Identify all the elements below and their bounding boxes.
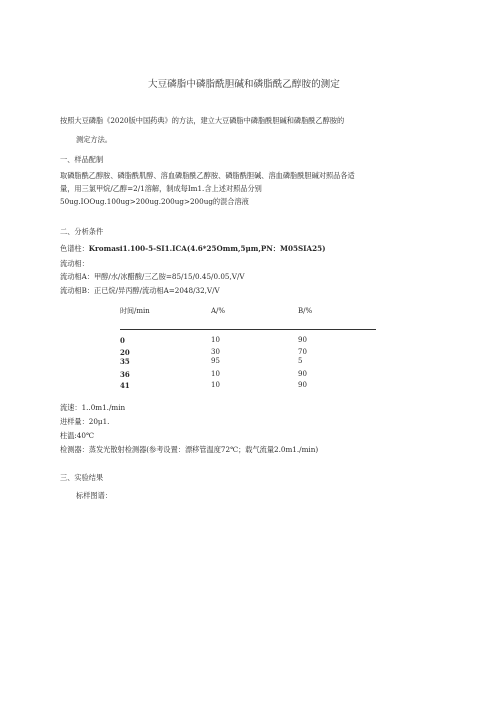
section-1-line-3: 50ug.IOOug.100ug>200ug.200ug>200ug的混合溶液 (60, 197, 249, 206)
table-row-2-b: 70 (298, 348, 307, 356)
intro-line-1: 按照大豆磷脂《2020版中国药典》的方法，建立大豆磷脂中磷脂酰胆碱和磷脂酰乙醇胺的 (60, 116, 345, 125)
table-row-1-a: 10 (211, 336, 220, 344)
table-row-4-a: 10 (211, 370, 220, 378)
table-row-3-a: 95 (211, 357, 220, 365)
section-1-line-2: 量，用三氯甲烷/乙醇=2/1溶解，制成每Im1.含上述对照品分别 (60, 184, 262, 193)
table-header-a: A/% (211, 307, 226, 315)
mobile-phase-a: 流动相A：甲醇/水/冰醋酸/三乙胺=85/15/0.45/0.05,V/V (60, 272, 245, 281)
standard-chromatogram-label: 标样图谱： (76, 491, 112, 500)
injection-volume: 进样量：20μ1. (60, 417, 110, 426)
section-1-line-1: 取磷脂酰乙醇胺、磷脂酰肌醇、溶血磷脂酰乙醇胺、磷脂酰胆碱、溶血磷脂酰胆碱对照品各适 (60, 171, 355, 180)
column-line (60, 244, 325, 253)
intro-line-2: 测定方法。 (76, 135, 112, 144)
table-row-3-time: 35 (120, 357, 130, 366)
column-prefix: 色谱柱： (60, 244, 89, 253)
column-temperature: 柱温:40℃ (60, 431, 94, 440)
document-title: 大豆磷脂中磷脂酰胆碱和磷脂酰乙醇胺的测定 (148, 79, 340, 90)
table-row-2-time: 20 (120, 348, 130, 357)
table-row-2-a: 30 (211, 348, 220, 356)
table-row-5-time: 41 (120, 381, 130, 390)
table-header-b: B/% (298, 307, 313, 315)
table-header-time: 时间/min (120, 307, 150, 315)
table-row-5-b: 90 (298, 381, 307, 389)
mobile-phase-b: 流动相B：正已烷/异丙醇/流动相A=2048/32,V/V (60, 286, 220, 295)
section-2-heading: 二、分析条件 (60, 227, 104, 236)
table-row-4-b: 90 (298, 370, 307, 378)
section-3-heading: 三、实验结果 (60, 473, 104, 482)
section-1-heading: 一、样品配制 (60, 155, 104, 164)
column-value: Kromasi1.100-5-SI1.ICA(4.6*25Omm,5μm,PN：M05SIA25) (88, 244, 326, 253)
table-row-3-b: 5 (298, 357, 303, 365)
table-row-1-time: 0 (120, 336, 125, 345)
table-row-4-time: 36 (120, 370, 130, 379)
table-rule (120, 329, 376, 330)
flow-rate: 流速：1..0m1./min (60, 403, 126, 412)
detector: 检测器：蒸发光散射检测器(参考设置：漂移管温度72℃；载气流量2.0m1./min) (60, 445, 319, 454)
table-row-5-a: 10 (211, 381, 220, 389)
table-row-1-b: 90 (298, 336, 307, 344)
mobile-phase-label: 流动相： (60, 259, 89, 268)
